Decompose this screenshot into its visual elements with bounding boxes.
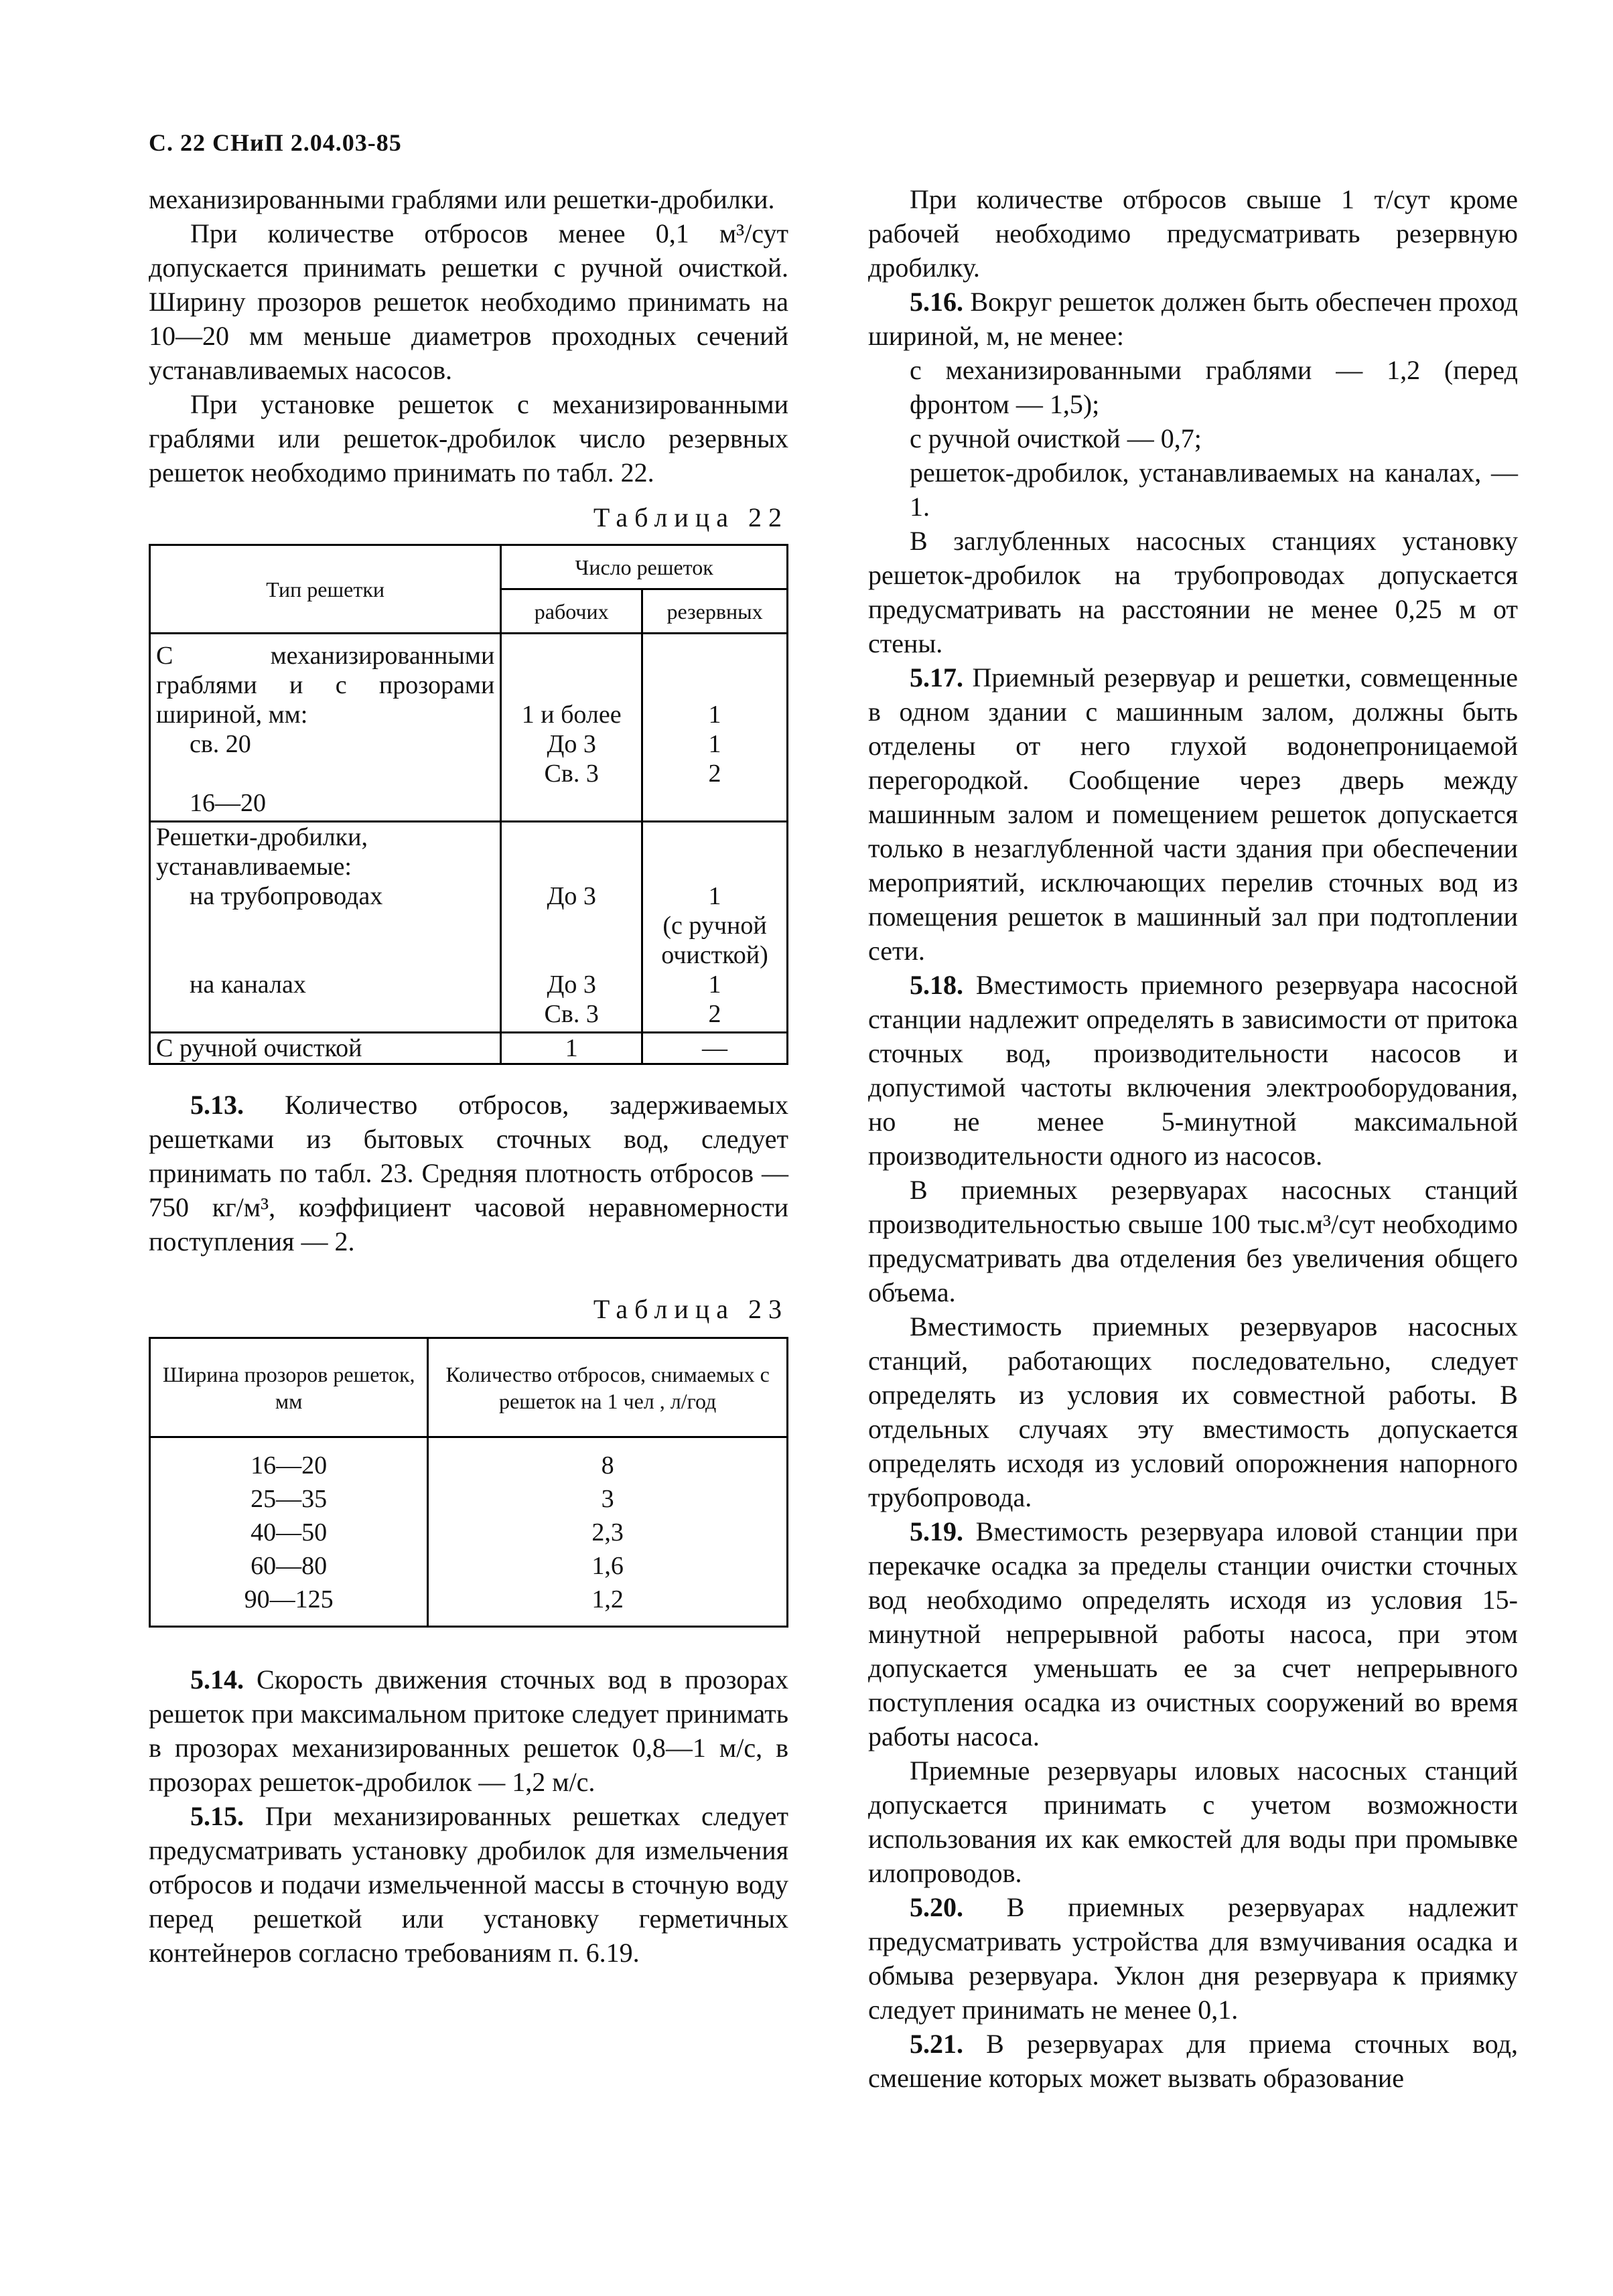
row-width: 40—50	[150, 1516, 428, 1549]
clause-number: 5.20.	[910, 1892, 963, 1922]
table-22-caption: Таблица 22	[593, 502, 788, 532]
paragraph: Приемные резервуары иловых насосных станций допускается принимать с учетом возможности использования их как емкостей для воды при промывке илопроводов.	[868, 1755, 1518, 1888]
row-label: С ручной очисткой	[150, 1033, 501, 1064]
clause-text: Скорость движения сточных вод в прозорах решеток при максимальном притоке следует принимать в прозорах механизированных решеток 0,8—1 м/с, в прозорах решеток-дробилок — 1,2 м/с.	[149, 1664, 788, 1797]
header-reserve: резервных	[642, 589, 788, 634]
paragraph-5-14	[149, 1662, 788, 1799]
row-amount: 8	[428, 1437, 788, 1483]
row-reserve-value: 1	[708, 882, 721, 910]
row-working: До 3	[501, 729, 642, 759]
row-amount: 1,6	[428, 1549, 788, 1583]
row-reserve: —	[642, 1033, 788, 1064]
clause-text: Вместимость резервуара иловой станции при перекачке осадка за пределы станции очистки сточных вод необходимо определять исходя из условия 15-минутной непрерывной работы насоса, при этом допускается уменьшать ее за счет непрерывного поступления осадка из очистных сооружений во время работы насоса.	[868, 1516, 1518, 1751]
row-label: на трубопроводах	[150, 881, 501, 970]
clause-number: 5.13.	[190, 1090, 244, 1120]
row-reserve-note: (с ручной очисткой)	[661, 912, 768, 969]
clause-text: Приемный резервуар и решетки, совмещенные в одном здании с машинным залом, должны быть отделены от него глухой водонепроницаемой перегородкой. Сообщение через дверь между машинным залом и помещением решеток допускается только в незаглубленной части здания при обеспечении мероприятий, исключающих перелив сточных вод из помещения решеток в машинный зал при подтоплении сети.	[868, 662, 1518, 966]
table-23	[149, 1337, 788, 1628]
page-header: С. 22 СНиП 2.04.03-85	[149, 129, 402, 156]
clause-text: В резервуарах для приема сточных вод, смешение которых может вызвать образование	[868, 2029, 1518, 2093]
list-item: с механизированными граблями — 1,2 (перед фронтом — 1,5);	[910, 355, 1518, 419]
paragraph: В приемных резервуарах насосных станций производительностью свыше 100 тыс.м³/сут необходимо предусматривать два отделения без увеличения общего объема.	[868, 1175, 1518, 1307]
paragraph: При установке решеток с механизированными граблями или решеток-дробилок число резервных решеток необходимо принимать по табл. 22.	[149, 389, 788, 488]
row-working: Св. 3	[501, 999, 642, 1033]
paragraph: В заглубленных насосных станциях установку решеток-дробилок на трубопроводах допускается предусматривать на расстоянии не менее 0,25 м от стены.	[868, 526, 1518, 658]
paragraph: При количестве отбросов менее 0,1 м³/сут допускается принимать решетки с ручной очисткой. Ширину прозоров решеток необходимо принимать на 10—20 мм меньше диаметров проходных сечений устанавливаемых насосов.	[149, 218, 788, 385]
paragraph-5-19	[868, 1514, 1518, 1753]
clause-text: Вместимость приемного резервуара насосной станции надлежит определять в зависимости от притока сточных вод, производительности насосов и допустимой частоты включения электрооборудования, но не менее 5-минутной максимальной производительности одного из насосов.	[868, 970, 1518, 1171]
paragraph-5-21	[868, 2027, 1518, 2095]
row-width: 60—80	[150, 1549, 428, 1583]
row-amount: 2,3	[428, 1516, 788, 1549]
clause-text: При механизированных решетках следует предусматривать установку дробилок для измельчения отбросов и подачи измельченной массы в сточную воду перед решеткой или установку герметичных контейнеров согласно требованиям п. 6.19.	[149, 1801, 788, 1968]
row-reserve: 1	[642, 970, 788, 999]
paragraph-5-16	[868, 285, 1518, 353]
row-reserve: 1	[642, 700, 788, 729]
header-working: рабочих	[501, 589, 642, 634]
paragraph-5-18	[868, 968, 1518, 1173]
group-title: Решетки-дробилки, устанавливаемые:	[150, 822, 501, 882]
paragraph: механизированными граблями или решетки-дробилки.	[149, 184, 775, 214]
paragraph-5-13	[149, 1088, 788, 1259]
row-reserve: 2	[642, 999, 788, 1033]
row-label	[150, 999, 501, 1033]
clause-number: 5.17.	[910, 662, 963, 693]
right-column	[868, 182, 1518, 2095]
row-label: 16—20	[150, 788, 501, 822]
header-width: Ширина прозоров решеток, мм	[150, 1338, 428, 1437]
row-label: св. 20	[150, 729, 501, 759]
row-working: 1	[501, 1033, 642, 1064]
row-working: До 3	[501, 881, 642, 970]
paragraph: При количестве отбросов свыше 1 т/сут кроме рабочей необходимо предусматривать резервную дробилку.	[868, 184, 1518, 283]
row-width: 16—20	[150, 1437, 428, 1483]
clause-number: 5.14.	[190, 1664, 244, 1695]
row-width: 25—35	[150, 1482, 428, 1516]
row-reserve: 1	[642, 729, 788, 759]
clause-number: 5.15.	[190, 1801, 244, 1831]
header-type: Тип решетки	[150, 545, 501, 634]
clause-text: Вокруг решеток должен быть обеспечен проход шириной, м, не менее:	[868, 287, 1518, 351]
left-column	[149, 182, 788, 1970]
table-22	[149, 544, 788, 1065]
table-23-caption: Таблица 23	[593, 1294, 788, 1324]
clause-number: 5.19.	[910, 1516, 963, 1547]
row-working: 1 и более	[501, 700, 642, 729]
list-item: с ручной очисткой — 0,7;	[910, 423, 1202, 453]
header-amount: Количество отбросов, снимаемых с решеток на 1 чел , л/год	[428, 1338, 788, 1437]
row-amount: 3	[428, 1482, 788, 1516]
row-label	[150, 759, 501, 788]
row-label: на каналах	[150, 970, 501, 999]
row-working: До 3	[501, 970, 642, 999]
paragraph-5-20	[868, 1890, 1518, 2027]
list-item: решеток-дробилок, устанавливаемых на каналах, — 1.	[910, 457, 1518, 522]
row-reserve: 2	[642, 759, 788, 792]
clause-number: 5.16.	[910, 287, 963, 317]
clause-text: В приемных резервуарах надлежит предусматривать устройства для взмучивания осадка и обмыва резервуара. Уклон дня резервуара к приямку следует принимать не менее 0,1.	[868, 1892, 1518, 2025]
row-amount: 1,2	[428, 1583, 788, 1627]
paragraph-5-17	[868, 660, 1518, 968]
paragraph: Вместимость приемных резервуаров насосных станций, работающих последовательно, следует определять из условия их совместной работы. В отдельных случаях эту вместимость допускается определять исходя из условий опорожнения напорного трубопровода.	[868, 1311, 1518, 1512]
header-count: Число решеток	[501, 545, 788, 589]
clause-text: Количество отбросов, задерживаемых решетками из бытовых сточных вод, следует принимать по табл. 23. Средняя плотность отбросов — 750 кг/м³, коэффициент часовой неравномерности поступления — 2.	[149, 1090, 788, 1257]
clause-number: 5.18.	[910, 970, 963, 1000]
row-working: Св. 3	[501, 759, 642, 792]
group-title: С механизированными граблями и с прозорами шириной, мм:	[150, 634, 501, 730]
row-width: 90—125	[150, 1583, 428, 1627]
row-reserve	[642, 881, 788, 970]
clause-number: 5.21.	[910, 2029, 963, 2059]
paragraph-5-15	[149, 1799, 788, 1970]
